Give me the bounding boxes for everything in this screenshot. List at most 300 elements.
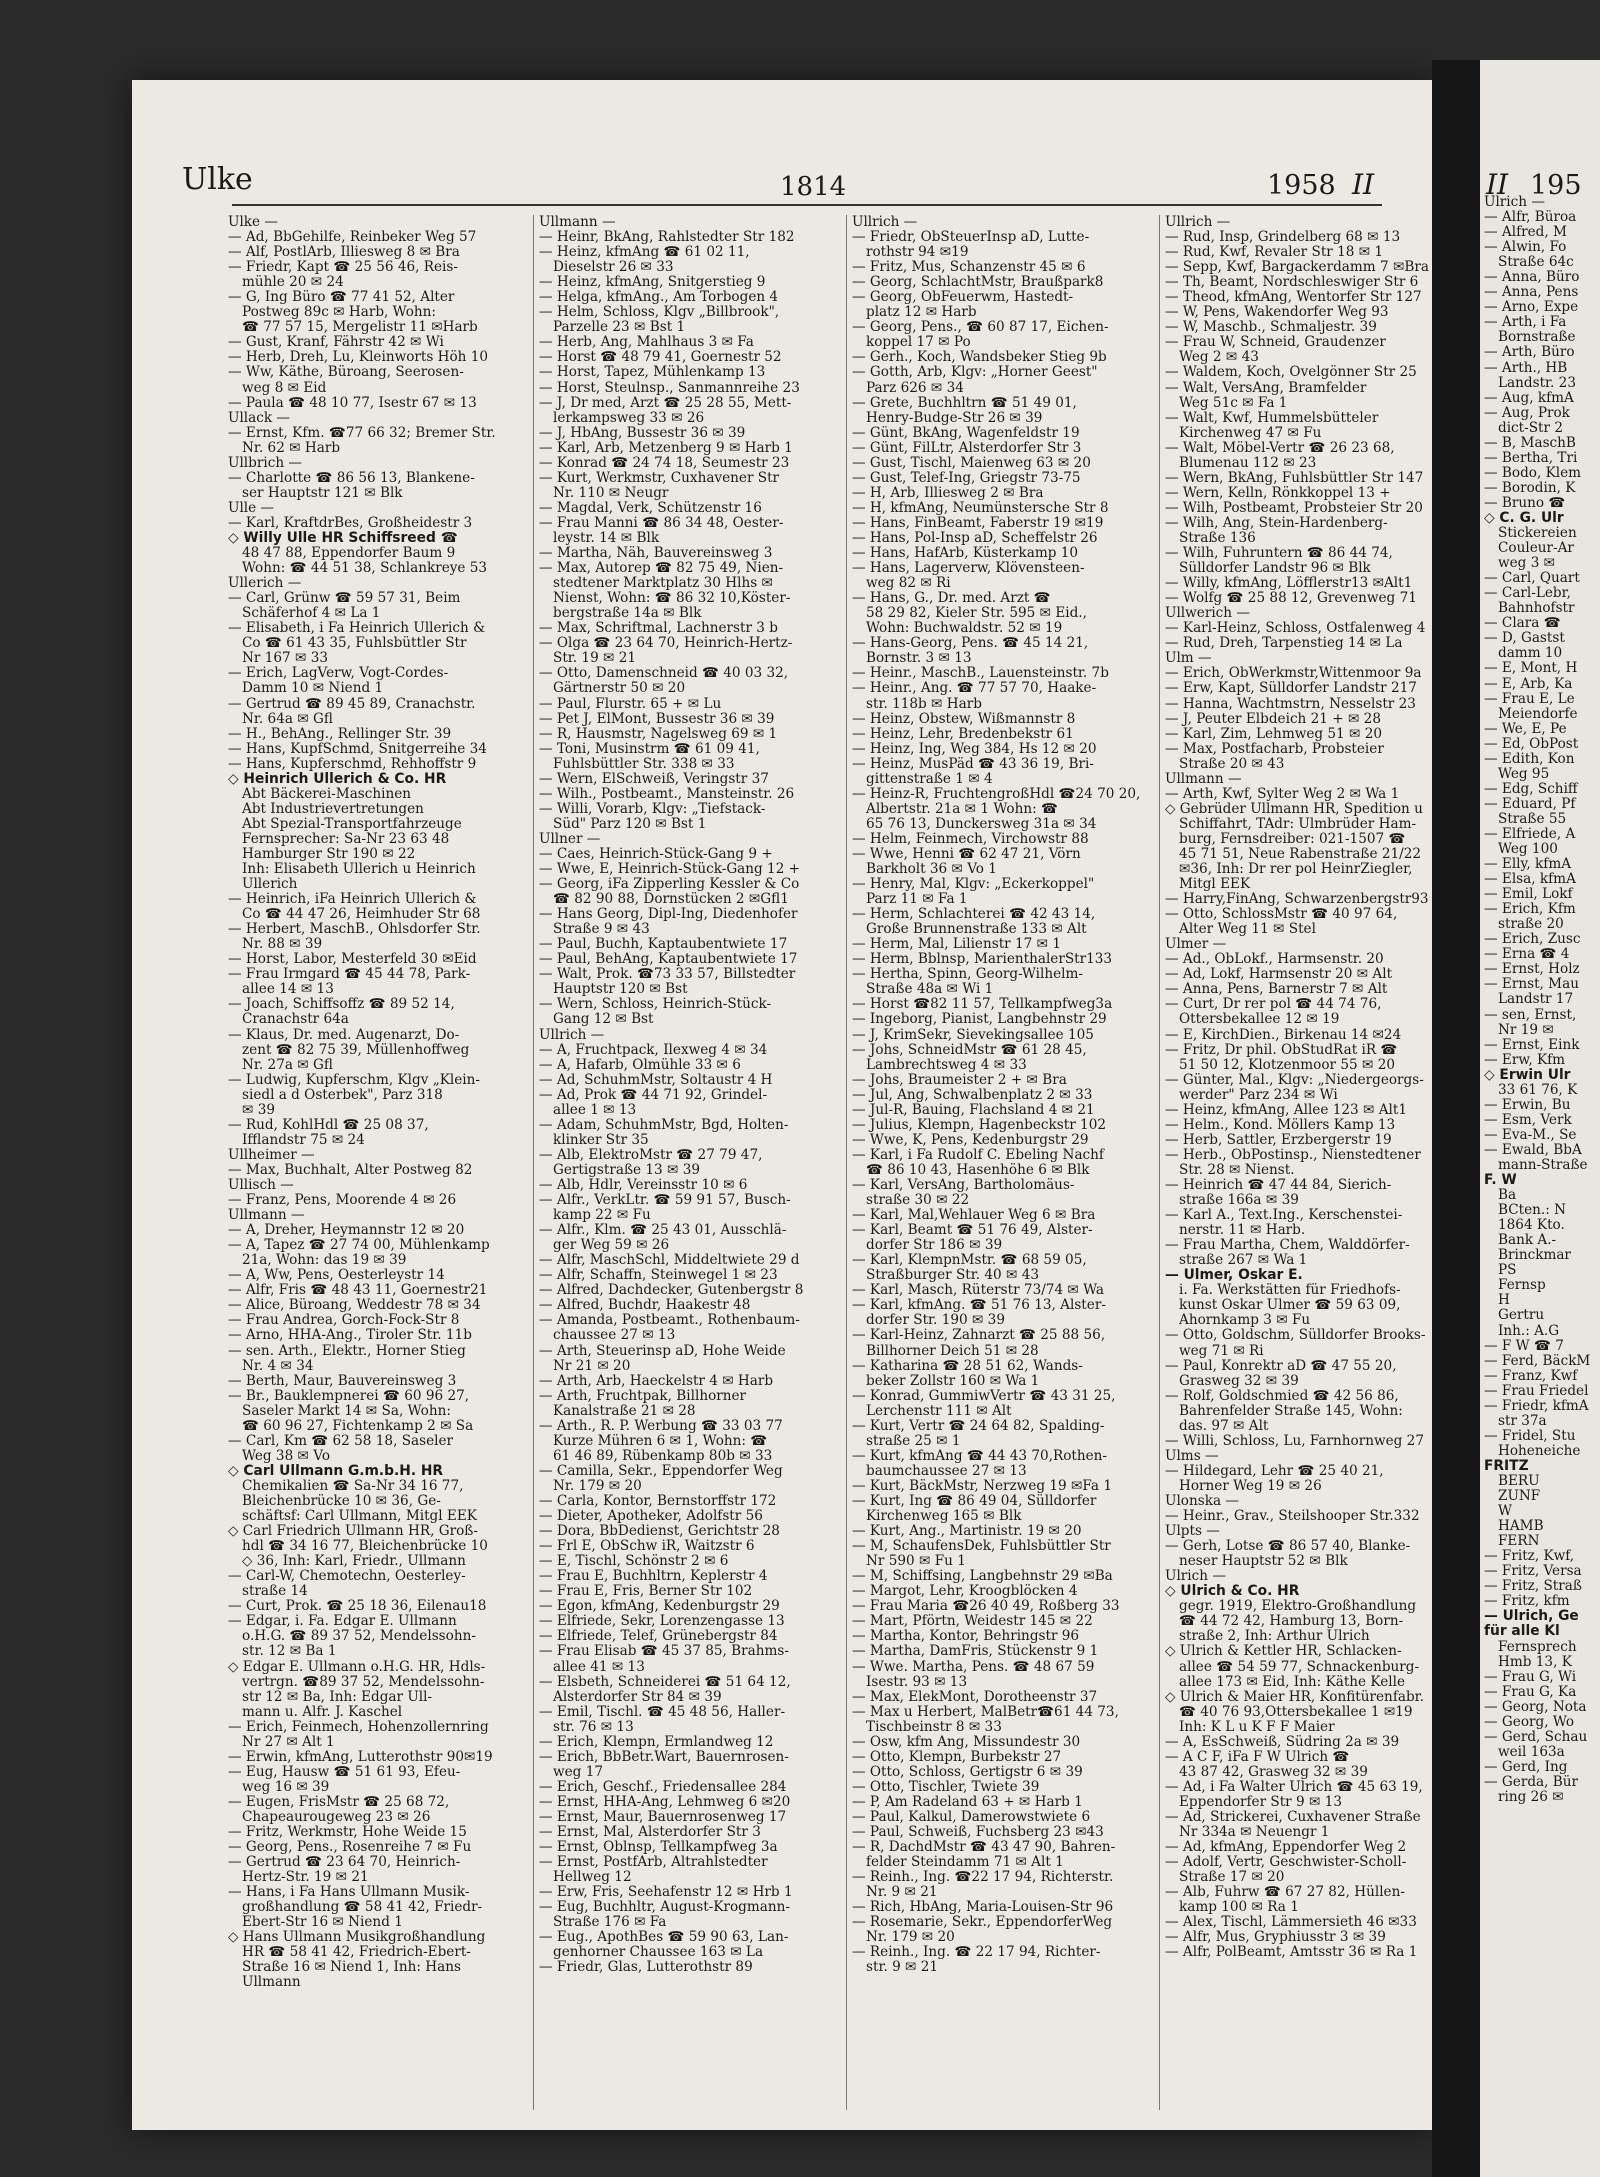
directory-entry-line: — Pet J, ElMont, Bussestr 36 ✉ 39 xyxy=(539,711,775,727)
directory-entry-line: — Fritz, Dr phil. ObStudRat iR ☎ xyxy=(1165,1042,1398,1058)
directory-entry-line: mann u. Alfr. J. Kaschel xyxy=(242,1704,403,1720)
directory-entry-line: Ullrich — xyxy=(852,215,918,230)
directory-entry-line: Weg 95 xyxy=(1498,766,1550,782)
directory-entry-line: — Heinr., Ang. ☎ 77 57 70, Haake- xyxy=(852,681,1097,697)
directory-entry-line: — Karl, i Fa Rudolf C. Ebeling Nachf xyxy=(852,1147,1104,1163)
directory-entry-line: Ulms — xyxy=(1165,1448,1219,1464)
directory-entry-line: — Wern, Schloss, Heinrich-Stück- xyxy=(539,997,772,1013)
directory-entry-line: i. Fa. Werkstätten für Friedhofs- xyxy=(1179,1283,1401,1299)
directory-entry-line: stedtener Marktplatz 30 Hlhs ✉ xyxy=(553,576,773,592)
directory-entry-line: — Kurt, Werkmstr, Cuxhavener Str xyxy=(539,470,780,486)
directory-entry-line: werder" Parz 234 ✉ Wi xyxy=(1179,1087,1338,1103)
directory-entry-line: gittenstraße 1 ✉ 4 xyxy=(866,771,993,787)
directory-entry-line: Landstr. 23 xyxy=(1498,375,1576,391)
running-head-name: Ulke xyxy=(182,162,253,197)
directory-entry-line: Kirchenweg 47 ✉ Fu xyxy=(1179,425,1322,441)
directory-entry-line: Straße 16 ✉ Niend 1, Inh: Hans xyxy=(242,1960,461,1976)
directory-entry-line: — Paula ☎ 48 10 77, Isestr 67 ✉ 13 xyxy=(228,395,477,411)
directory-entry-line: — Ernst, Oblnsp, Tellkampfweg 3a xyxy=(539,1840,778,1856)
directory-entry-line: — Frl E, ObSchw iR, Waitzstr 6 xyxy=(539,1539,755,1555)
directory-entry-line: straße 30 ✉ 22 xyxy=(866,1193,970,1209)
directory-entry-line: — Karl, VersAng, Bartholomäus- xyxy=(852,1178,1075,1193)
directory-entry-line: — Adam, SchuhmMstr, Bgd, Holten- xyxy=(539,1117,789,1133)
directory-entry-line: ZUNF xyxy=(1498,1489,1541,1505)
directory-entry-line: 1864 Kto. xyxy=(1498,1218,1565,1234)
directory-entry-line: Ullrich — xyxy=(1165,215,1231,230)
directory-entry-line: schäftsf: Carl Ullmann, Mitgl EEK xyxy=(242,1509,477,1525)
directory-entry-line: Kirchenweg 165 ✉ Blk xyxy=(866,1509,1022,1525)
directory-entry-line: — Wilh, Postbeamt, Probsteier Str 20 xyxy=(1165,500,1423,516)
directory-entry-line: Bornstraße xyxy=(1498,330,1576,346)
directory-entry-line: 65 76 13, Dunckersweg 31a ✉ 34 xyxy=(866,816,1097,832)
directory-entry-line: Nr 27 ✉ Alt 1 xyxy=(242,1734,335,1750)
column-divider xyxy=(1159,215,1160,2110)
directory-entry-line: — Georg, Pens., ☎ 60 87 17, Eichen- xyxy=(852,320,1109,336)
directory-entry-line: — Anna, Pens, Barnerstr 7 ✉ Alt xyxy=(1165,982,1388,998)
directory-entry-line: — R, DachdMstr ☎ 43 47 90, Bahren- xyxy=(852,1840,1116,1856)
directory-entry-line: Nr. 179 ✉ 20 xyxy=(553,1478,642,1494)
adjacent-page xyxy=(1480,60,1600,2177)
directory-entry-line: — Frau Martha, Chem, Walddörfer- xyxy=(1165,1238,1410,1254)
directory-entry-line: — Heinz, kfmAng ☎ 61 02 11, xyxy=(539,245,750,261)
directory-entry-line: — Henry, Mal, Klgv: „Eckerkoppel" xyxy=(852,877,1095,893)
directory-entry-line: — Ernst, Maur, Bauernrosenweg 17 xyxy=(539,1809,787,1825)
directory-entry-line: Couleur-Ar xyxy=(1498,541,1574,557)
directory-entry-line: — Rosemarie, Sekr., EppendorferWeg xyxy=(852,1915,1113,1931)
directory-entry-line: das. 97 ✉ Alt xyxy=(1179,1418,1269,1434)
directory-entry-line: Mitgl EEK xyxy=(1179,877,1251,893)
directory-entry-line: — Frau E, Buchhltrn, Keplerstr 4 xyxy=(539,1569,768,1585)
directory-entry-line: Horner Weg 19 ✉ 26 xyxy=(1179,1478,1322,1494)
directory-entry-line: Barkholt 36 ✉ Vo 1 xyxy=(866,862,997,878)
directory-entry-line: — P, Am Radeland 63 + ✉ Harb 1 xyxy=(852,1794,1083,1810)
directory-entry-line: — Heinz, Lehr, Bredenbekstr 61 xyxy=(852,726,1074,742)
directory-entry-line: Abt Industrievertretungen xyxy=(242,801,424,817)
directory-entry-line: — Walt, Prok. ☎73 33 57, Billstedter xyxy=(539,967,796,983)
directory-entry-line: — Br., Bauklempnerei ☎ 60 96 27, xyxy=(228,1388,470,1404)
directory-entry-line: — Ad, BbGehilfe, Reinbeker Weg 57 xyxy=(228,230,477,246)
directory-entry-line: — Otto, SchlossMstr ☎ 40 97 64, xyxy=(1165,907,1398,923)
directory-entry-line: — Frau Andrea, Gorch-Fock-Str 8 xyxy=(228,1313,460,1329)
directory-entry-line: — Günt, BkAng, Wagenfeldstr 19 xyxy=(852,425,1080,441)
directory-entry-line: ser Hauptstr 121 ✉ Blk xyxy=(242,485,403,501)
directory-entry-line: Straße 48a ✉ Wi 1 xyxy=(866,982,994,998)
directory-entry-line: — Rud, KohlHdl ☎ 25 08 37, xyxy=(228,1117,429,1133)
directory-entry-line: — Arno, HHA-Ang., Tiroler Str. 11b xyxy=(228,1328,472,1344)
directory-entry-line: Ullisch — xyxy=(228,1178,294,1193)
directory-entry-line: — Heinz, MusPäd ☎ 43 36 19, Bri- xyxy=(852,756,1094,772)
directory-entry-line: — J, KrimSekr, Sievekingsallee 105 xyxy=(852,1027,1094,1043)
directory-entry-line: — Carl, Grünw ☎ 59 57 31, Beim xyxy=(228,591,461,607)
directory-entry-line: — Arno, Expe xyxy=(1484,300,1579,316)
directory-entry-line: Parz 626 ✉ 34 xyxy=(866,380,964,396)
directory-entry-line: — F W ☎ 7 xyxy=(1484,1338,1564,1354)
directory-entry-line: — Erw, Kfm xyxy=(1484,1052,1566,1068)
directory-entry-line: straße 166a ✉ 39 xyxy=(1179,1193,1299,1209)
directory-entry-line: koppel 17 ✉ Po xyxy=(866,335,971,351)
directory-entry-line: — Wilh, Fuhruntern ☎ 86 44 74, xyxy=(1165,546,1393,562)
directory-entry-line: baumchaussee 27 ✉ 13 xyxy=(866,1463,1027,1479)
directory-entry-line: Straßburger Str. 40 ✉ 43 xyxy=(866,1268,1040,1284)
directory-entry-line: — Paul, Buchh, Kaptaubentwiete 17 xyxy=(539,937,788,953)
directory-entry-line: — Arth., HB xyxy=(1484,360,1568,376)
directory-entry-line: Große Brunnenstraße 133 ✉ Alt xyxy=(866,922,1087,938)
directory-entry-line: — Erich, Kfm xyxy=(1484,902,1576,918)
directory-entry-line: — Kurt, Ing ☎ 86 49 04, Sülldorfer xyxy=(852,1493,1097,1509)
directory-entry-line: — Erwin, kfmAng, Lutterothstr 90✉19 xyxy=(228,1749,493,1765)
directory-entry-line: — Friedr, Kapt ☎ 25 56 46, Reis- xyxy=(228,260,458,276)
directory-entry-line: Ullner — xyxy=(539,831,601,847)
directory-entry-line: — Johs, Braumeister 2 + ✉ Bra xyxy=(852,1072,1067,1088)
directory-entry-line: — Max, Autorep ☎ 82 75 49, Nien- xyxy=(539,561,784,577)
directory-entry-line: gegr. 1919, Elektro-Großhandlung xyxy=(1179,1599,1417,1615)
directory-entry-line: — Carl-Lebr, xyxy=(1484,586,1571,602)
directory-entry-line: — Erich, ObWerkmstr,Wittenmoor 9a xyxy=(1165,666,1422,682)
directory-entry-line: HR ☎ 58 41 42, Friedrich-Ebert- xyxy=(242,1945,471,1961)
directory-page xyxy=(132,80,1432,2130)
directory-entry-line: — Alfr, PolBeamt, Amtsstr 36 ✉ Ra 1 xyxy=(1165,1945,1418,1961)
directory-entry-line: — Hans, Pol-Insp aD, Scheffelstr 26 xyxy=(852,530,1098,546)
directory-entry-line: — Franz, Pens, Moorende 4 ✉ 26 xyxy=(228,1193,457,1209)
directory-entry-line: Ullmann — xyxy=(1165,771,1242,787)
directory-entry-line: — Alb, Fuhrw ☎ 67 27 82, Hüllen- xyxy=(1165,1885,1405,1901)
directory-entry-line: — Karl-Heinz, Schloss, Ostfalenweg 4 xyxy=(1165,621,1426,637)
directory-entry-line: — H., BehAng., Rellinger Str. 39 xyxy=(228,726,452,742)
directory-entry-line: — Rolf, Goldschmied ☎ 42 56 86, xyxy=(1165,1388,1399,1404)
directory-entry-line: — Mart, Pförtn, Weidestr 145 ✉ 22 xyxy=(852,1614,1093,1630)
directory-entry-line: Nr. 62 ✉ Harb xyxy=(242,440,341,456)
directory-entry-line: — Ingeborg, Pianist, Langbehnstr 29 xyxy=(852,1012,1107,1028)
directory-entry-line: platz 12 ✉ Harb xyxy=(866,305,977,321)
directory-entry-line: Hertz-Str. 19 ✉ 21 xyxy=(242,1870,369,1886)
directory-entry-line: str. 9 ✉ 21 xyxy=(866,1960,939,1976)
directory-entry-line: — Jul-R, Bauing, Flachsland 4 ✉ 21 xyxy=(852,1102,1095,1118)
directory-column-2 xyxy=(539,215,841,2110)
directory-entry-line: Ullerich xyxy=(242,877,298,893)
directory-entry-line: damm 10 xyxy=(1498,646,1563,662)
directory-entry-line: — Caes, Heinrich-Stück-Gang 9 + xyxy=(539,846,773,862)
directory-entry-line: — Arth, Arb, Haeckelstr 4 ✉ Harb xyxy=(539,1373,774,1389)
directory-entry-line: — Aug, Prok xyxy=(1484,405,1570,421)
directory-entry-line: Fernsprecher: Sa-Nr 23 63 48 xyxy=(242,831,450,847)
directory-entry-line: Bornstr. 3 ✉ 13 xyxy=(866,651,972,667)
directory-entry-line: Damm 10 ✉ Niend 1 xyxy=(242,681,384,697)
directory-entry-line: — Elisabeth, i Fa Heinrich Ullerich & xyxy=(228,621,486,637)
directory-entry-line: — Th, Beamt, Nordschleswiger Str 6 xyxy=(1165,275,1419,291)
directory-entry-line: weg 71 ✉ Ri xyxy=(1179,1343,1264,1359)
directory-entry-line: Ahornkamp 3 ✉ Fu xyxy=(1179,1313,1311,1329)
directory-entry-line: Ullack — xyxy=(228,410,291,426)
directory-entry-line: — Wolfg ☎ 25 88 12, Grevenweg 71 xyxy=(1165,591,1417,607)
directory-entry-line: straße 20 xyxy=(1498,917,1564,933)
directory-entry-line: — Gotth, Arb, Klgv: „Horner Geest" xyxy=(852,365,1098,381)
directory-entry-line: — Kurt, Ang., Martinistr. 19 ✉ 20 xyxy=(852,1524,1082,1540)
directory-entry-line: siedl a d Osterbek", Parz 318 xyxy=(242,1087,443,1103)
directory-entry-line: klinker Str 35 xyxy=(553,1132,649,1148)
directory-entry-line: Nr. 64a ✉ Gfl xyxy=(242,711,333,727)
directory-entry-line: HAMB xyxy=(1498,1519,1544,1535)
directory-entry-line: Inh.: A.G xyxy=(1498,1323,1560,1339)
directory-entry-line: Ulrich — xyxy=(1484,195,1545,210)
directory-entry-line: Fernsp xyxy=(1498,1278,1546,1294)
directory-entry-line: weg 16 ✉ 39 xyxy=(242,1779,330,1795)
directory-entry-line: str 37a xyxy=(1498,1413,1547,1429)
directory-entry-line: beker Zollstr 160 ✉ Wa 1 xyxy=(866,1373,1040,1389)
directory-entry-line: str. 76 ✉ 13 xyxy=(553,1719,634,1735)
directory-entry-line: — Herbert, MaschB., Ohlsdorfer Str. xyxy=(228,922,481,938)
directory-entry-line: — Alfred, M xyxy=(1484,225,1567,241)
directory-entry-line: ☎ 82 90 88, Dornstücken 2 ✉Gfl1 xyxy=(553,892,789,908)
directory-entry-line: allee ☎ 54 59 77, Schnackenburg- xyxy=(1179,1659,1420,1675)
directory-entry-line: — Friedr, kfmA xyxy=(1484,1398,1589,1414)
directory-entry-line: ◇ C. G. Ulr xyxy=(1484,510,1564,526)
directory-entry-line: Grasweg 32 ✉ 39 xyxy=(1179,1373,1299,1389)
directory-entry-line: — Karl, Mal,Wehlauer Weg 6 ✉ Bra xyxy=(852,1208,1096,1224)
directory-entry-line: — Alb, Hdlr, Vereinsstr 10 ✉ 6 xyxy=(539,1178,748,1193)
directory-entry-line: — W, Pens, Wakendorfer Weg 93 xyxy=(1165,305,1389,321)
directory-entry-line: — Ad., ObLokf., Harmsenstr. 20 xyxy=(1165,952,1384,968)
directory-entry-line: Straße 55 xyxy=(1498,811,1567,827)
directory-entry-line: — Carl-W, Chemotechn, Oesterley- xyxy=(228,1569,466,1585)
directory-entry-line: — Walt, VersAng, Bramfelder xyxy=(1165,380,1367,396)
directory-entry-line: Str. 19 ✉ 21 xyxy=(553,651,637,667)
directory-entry-line: o.H.G. ☎ 89 37 52, Mendelssohn- xyxy=(242,1629,476,1645)
directory-entry-line: Nr. 4 ✉ 34 xyxy=(242,1358,314,1374)
directory-entry-line: — Wern, ElSchweiß, Veringstr 37 xyxy=(539,771,769,787)
directory-entry-line: — Wwe, K, Pens, Kedenburgstr 29 xyxy=(852,1132,1089,1148)
directory-entry-line: Meiendorfe xyxy=(1498,706,1578,722)
directory-entry-line: — Paul, Schweiß, Fuchsberg 23 ✉43 xyxy=(852,1825,1104,1841)
directory-entry-line: — Curt, Prok. ☎ 25 18 36, Eilenau18 xyxy=(228,1599,487,1615)
directory-entry-line: Weg 100 xyxy=(1498,842,1558,858)
directory-entry-line: — Gerh., Koch, Wandsbeker Stieg 9b xyxy=(852,350,1107,366)
directory-entry-line: — Georg, iFa Zipperling Kessler & Co xyxy=(539,877,800,893)
part-label: II xyxy=(1352,168,1375,201)
directory-entry-line: chaussee 27 ✉ 13 xyxy=(553,1328,676,1344)
directory-entry-line: — Hans Georg, Dipl-Ing, Diedenhofer xyxy=(539,907,798,923)
directory-entry-line: ☎ 60 96 27, Fichtenkamp 2 ✉ Sa xyxy=(242,1418,474,1434)
header-rule xyxy=(232,204,1382,206)
directory-entry-line: Bahnhofstr xyxy=(1498,601,1575,617)
directory-entry-line: — Heinz, Obstew, Wißmannstr 8 xyxy=(852,711,1076,727)
directory-entry-line: Ulm — xyxy=(1165,651,1212,667)
directory-entry-line: — Heinr., Grav., Steilshooper Str.332 xyxy=(1165,1509,1420,1525)
page-number: 1814 xyxy=(780,172,847,202)
directory-entry-line: — Toni, Musinstrm ☎ 61 09 41, xyxy=(539,741,760,757)
directory-entry-line: — Fritz, Versa xyxy=(1484,1564,1582,1580)
directory-entry-line: — Wilh., Postbeamt., Mansteinstr. 26 xyxy=(539,786,795,802)
directory-entry-line: burg, Fernsdreiber: 021-1507 ☎ xyxy=(1179,831,1406,847)
directory-entry-line: Bank A.- xyxy=(1498,1233,1557,1249)
directory-entry-line: — Hans, KupfSchmd, Snitgerreihe 34 xyxy=(228,741,487,757)
directory-entry-line: — Willi, Vorarb, Klgv: „Tiefstack- xyxy=(539,801,766,817)
directory-entry-line: — Eug., ApothBes ☎ 59 90 63, Lan- xyxy=(539,1930,789,1946)
directory-entry-line: — Margot, Lehr, Kroogblöcken 4 xyxy=(852,1584,1078,1600)
directory-entry-line: — Frau Friedel xyxy=(1484,1383,1589,1399)
directory-entry-line: — Alb, ElektroMstr ☎ 27 79 47, xyxy=(539,1147,763,1163)
directory-entry-line: — Alfr., VerkLtr. ☎ 59 91 57, Busch- xyxy=(539,1193,791,1209)
directory-entry-line: — Rud, Insp, Grindelberg 68 ✉ 13 xyxy=(1165,230,1401,246)
directory-entry-line: 61 46 89, Rübenkamp 80b ✉ 33 xyxy=(553,1448,773,1464)
directory-entry-line: Isestr. 93 ✉ 13 xyxy=(866,1674,968,1690)
directory-entry-line: Tischbeinstr 8 ✉ 33 xyxy=(866,1719,1002,1735)
directory-entry-line: — Hans, HafArb, Küsterkamp 10 xyxy=(852,546,1079,562)
directory-entry-line: — Heinz, kfmAng, Allee 123 ✉ Alt1 xyxy=(1165,1102,1407,1118)
directory-entry-line: ger Weg 59 ✉ 26 xyxy=(553,1238,670,1254)
directory-entry-line: — Karl, Beamt ☎ 51 76 49, Alster- xyxy=(852,1223,1093,1239)
directory-entry-line: 21a, Wohn: das 19 ✉ 39 xyxy=(242,1253,407,1269)
directory-entry-line: Str. 28 ✉ Nienst. xyxy=(1179,1162,1295,1178)
directory-entry-line: — Julius, Klempn, Hagenbeckstr 102 xyxy=(852,1117,1106,1133)
directory-entry-line: — Horst ☎82 11 57, Tellkampfweg3a xyxy=(852,997,1113,1013)
directory-entry-line: — Anna, Büro xyxy=(1484,270,1580,286)
directory-entry-line: weil 163a xyxy=(1498,1744,1565,1760)
directory-entry-line: — Bertha, Tri xyxy=(1484,450,1578,466)
directory-entry-line: str. 12 ✉ Ba 1 xyxy=(242,1644,337,1660)
directory-entry-line: Albertstr. 21a ✉ 1 Wohn: ☎ xyxy=(866,801,1058,817)
directory-entry-line: Weg 2 ✉ 43 xyxy=(1179,350,1259,366)
directory-entry-line: — Ernst, Mau xyxy=(1484,977,1579,993)
directory-entry-line: — Heinr., MaschB., Lauensteinstr. 7b xyxy=(852,666,1109,682)
directory-entry-line: — Herb, Sattler, Erzbergerstr 19 xyxy=(1165,1132,1392,1148)
directory-entry-line: — Magdal, Verk, Schützenstr 16 xyxy=(539,500,762,516)
directory-entry-line: Straße 20 ✉ 43 xyxy=(1179,756,1285,772)
directory-entry-line: — Elfriede, Telef, Grünebergstr 84 xyxy=(539,1629,778,1645)
directory-entry-line: — Reinh., Ing. ☎ 22 17 94, Richter- xyxy=(852,1945,1101,1961)
directory-entry-line: — Günt, FilLtr, Alsterdorfer Str 3 xyxy=(852,440,1082,456)
directory-entry-line: — Alfred, Dachdecker, Gutenbergstr 8 xyxy=(539,1283,804,1299)
directory-entry-line: — Elfriede, Sekr, Lorenzengasse 13 xyxy=(539,1614,785,1630)
directory-entry-line: — Kurt, kfmAng ☎ 44 43 70,Rothen- xyxy=(852,1448,1108,1464)
directory-entry-line: — R, Hausmstr, Nagelsweg 69 ✉ 1 xyxy=(539,726,778,742)
directory-entry-line: — Rud, Kwf, Revaler Str 18 ✉ 1 xyxy=(1165,245,1384,261)
directory-entry-line: Billhorner Deich 51 ✉ 28 xyxy=(866,1343,1039,1359)
directory-entry-line: FRITZ xyxy=(1484,1458,1529,1474)
directory-entry-line: — Elsbeth, Schneiderei ☎ 51 64 12, xyxy=(539,1674,791,1690)
directory-entry-line: — Otto, Damenschneid ☎ 40 03 32, xyxy=(539,666,789,682)
directory-entry-line: ◇ Edgar E. Ullmann o.H.G. HR, Hdls- xyxy=(228,1659,486,1675)
directory-entry-line: — Erich, Feinmech, Hohenzollernring xyxy=(228,1719,489,1735)
directory-entry-line: zent ☎ 82 75 39, Müllenhoffweg xyxy=(242,1042,470,1058)
directory-entry-line: — G, Ing Büro ☎ 77 41 52, Alter xyxy=(228,290,455,306)
directory-entry-line: — Herb, Dreh, Lu, Kleinworts Höh 10 xyxy=(228,350,489,366)
directory-entry-line: — Grete, Buchhltrn ☎ 51 49 01, xyxy=(852,395,1077,411)
directory-entry-line: — Eugen, FrisMstr ☎ 25 68 72, xyxy=(228,1794,450,1810)
directory-entry-line: — Erich, Klempn, Ermlandweg 12 xyxy=(539,1734,774,1750)
directory-entry-line: Nr 334a ✉ Neuengr 1 xyxy=(1179,1825,1330,1841)
directory-entry-line: — Martha, DamFris, Stückenstr 9 1 xyxy=(852,1644,1099,1660)
directory-entry-line: Nr 167 ✉ 33 xyxy=(242,651,328,667)
directory-entry-line: für alle Kl xyxy=(1484,1624,1560,1640)
directory-entry-line: ✉36, Inh: Dr rer pol HeinrZiegler, xyxy=(1179,862,1413,878)
directory-entry-line: — Elfriede, A xyxy=(1484,826,1576,842)
directory-entry-line: straße 14 xyxy=(242,1584,308,1600)
directory-entry-line: ◇ Ulrich & Kettler HR, Schlacken- xyxy=(1165,1644,1402,1660)
directory-entry-line: — A, Fruchtpack, Ilexweg 4 ✉ 34 xyxy=(539,1042,768,1058)
directory-entry-line: Ottersbekallee 12 ✉ 19 xyxy=(1179,1012,1340,1028)
directory-entry-line: Wohn: ☎ 44 51 38, Schlankreye 53 xyxy=(242,561,488,577)
directory-entry-line: allee 1 ✉ 13 xyxy=(553,1102,637,1118)
directory-entry-line: — Ernst, Holz xyxy=(1484,962,1580,978)
directory-entry-line: Hamburger Str 190 ✉ 22 xyxy=(242,846,416,862)
directory-entry-line: — Gerd, Ing xyxy=(1484,1759,1568,1775)
directory-entry-line: Brinckmar xyxy=(1498,1248,1571,1264)
directory-column-3 xyxy=(852,215,1154,2110)
directory-entry-line: Hoheneiche xyxy=(1498,1443,1581,1459)
directory-entry-line: ring 26 ✉ xyxy=(1498,1789,1564,1805)
directory-entry-line: ◇ Willy Ulle HR Schiffsreed ☎ xyxy=(228,530,458,546)
directory-entry-line: — Herm, Mal, Lilienstr 17 ✉ 1 xyxy=(852,937,1061,953)
directory-entry-line: — Ewald, BbA xyxy=(1484,1142,1582,1158)
directory-entry-line: Saseler Markt 14 ✉ Sa, Wohn: xyxy=(242,1403,451,1419)
directory-entry-line: — Edgar, i. Fa. Edgar E. Ullmann xyxy=(228,1614,457,1630)
directory-entry-line: Hellweg 12 xyxy=(553,1870,632,1886)
directory-entry-line: — Carla, Kontor, Bernstorffstr 172 xyxy=(539,1493,777,1509)
directory-entry-line: — Harry,FinAng, Schwarzenbergstr93 xyxy=(1165,892,1429,908)
directory-entry-line: ◇ Ulrich & Maier HR, Konfitürenfabr. xyxy=(1165,1689,1424,1705)
directory-entry-line: — Erw, Kapt, Sülldorfer Landstr 217 xyxy=(1165,681,1417,697)
directory-entry-line: — Frau G, Ka xyxy=(1484,1684,1577,1700)
directory-entry-line: — Alfred, Buchdr, Haakestr 48 xyxy=(539,1298,751,1314)
directory-entry-line: Gertigstraße 13 ✉ 39 xyxy=(553,1162,701,1178)
directory-entry-line: — Wwe. Martha, Pens. ☎ 48 67 59 xyxy=(852,1659,1095,1675)
directory-entry-line: — Joach, Schiffsoffz ☎ 89 52 14, xyxy=(228,997,455,1013)
directory-entry-line: — Elly, kfmA xyxy=(1484,857,1572,873)
directory-entry-line: — Karl, Masch, Rüterstr 73/74 ✉ Wa xyxy=(852,1283,1105,1299)
directory-entry-line: ✉ 39 xyxy=(242,1102,276,1118)
directory-entry-line: — Heinz, kfmAng, Snitgerstieg 9 xyxy=(539,275,766,291)
directory-entry-line: ◇ Gebrüder Ullmann HR, Spedition u xyxy=(1165,801,1423,817)
directory-entry-line: bergstraße 14a ✉ Blk xyxy=(553,606,702,622)
directory-entry-line: Alsterdorfer Str 84 ✉ 39 xyxy=(553,1689,722,1705)
directory-entry-line: — Alfr, Schaffn, Steinwegel 1 ✉ 23 xyxy=(539,1268,778,1284)
directory-column-1 xyxy=(228,215,530,2110)
directory-entry-line: — Ww, Käthe, Büroang, Seerosen- xyxy=(228,365,464,381)
directory-entry-line: ☎ 77 57 15, Mergelistr 11 ✉Harb xyxy=(242,320,478,336)
directory-entry-line: — A, Ww, Pens, Oesterleystr 14 xyxy=(228,1268,445,1284)
directory-entry-line: — Frau E, Fris, Berner Str 102 xyxy=(539,1584,753,1600)
directory-entry-line: 33 61 76, K xyxy=(1498,1082,1578,1098)
directory-entry-line: — Alfr, Büroa xyxy=(1484,210,1577,226)
directory-entry-line: — Dora, BbDedienst, Gerichtstr 28 xyxy=(539,1524,780,1540)
directory-entry-line: — Heinr, BkAng, Rahlstedter Str 182 xyxy=(539,230,795,246)
directory-entry-line: — Heinz-R, FruchtengroßHdl ☎24 70 20, xyxy=(852,786,1141,802)
directory-entry-line: — Herm, Bblnsp, MarienthalerStr133 xyxy=(852,952,1113,968)
directory-entry-line: — Georg, Nota xyxy=(1484,1699,1587,1715)
directory-entry-line: — Erich, Zusc xyxy=(1484,932,1581,948)
directory-entry-line: — E, Tischl, Schönstr 2 ✉ 6 xyxy=(539,1554,729,1570)
directory-entry-line: weg 8 ✉ Eid xyxy=(242,380,327,396)
directory-entry-line: — Ernst, Mal, Alsterdorfer Str 3 xyxy=(539,1825,761,1841)
directory-entry-line: — Rud, Dreh, Tarpenstieg 14 ✉ La xyxy=(1165,636,1403,652)
directory-entry-line: kamp 100 ✉ Ra 1 xyxy=(1179,1900,1299,1916)
directory-entry-line: 48 47 88, Eppendorfer Baum 9 xyxy=(242,546,456,562)
directory-entry-line: BERU xyxy=(1498,1473,1540,1489)
directory-entry-line: — Helm, Feinmech, Virchowstr 88 xyxy=(852,831,1089,847)
directory-entry-line: Straße 9 ✉ 43 xyxy=(553,922,650,938)
directory-entry-line: hdl ☎ 34 16 77, Bleichenbrücke 10 xyxy=(242,1539,488,1555)
directory-entry-line: — Arth., R. P. Werbung ☎ 33 03 77 xyxy=(539,1418,783,1434)
directory-entry-line: — Wwe, Henni ☎ 62 47 21, Vörn xyxy=(852,846,1081,862)
next-part-label: II xyxy=(1486,168,1509,201)
directory-entry-line: — Theod, kfmAng, Wentorfer Str 127 xyxy=(1165,290,1422,306)
directory-entry-line: ◇ Erwin Ulr xyxy=(1484,1067,1571,1083)
directory-entry-line: — Carl, Quart xyxy=(1484,571,1580,587)
directory-entry-line: — Aug, kfmA xyxy=(1484,390,1574,406)
directory-entry-line: Sülldorfer Landstr 96 ✉ Blk xyxy=(1179,561,1371,577)
directory-entry-line: — Karl-Heinz, Zahnarzt ☎ 25 88 56, xyxy=(852,1328,1106,1344)
directory-entry-line: — Wilh, Ang, Stein-Hardenberg- xyxy=(1165,515,1388,531)
